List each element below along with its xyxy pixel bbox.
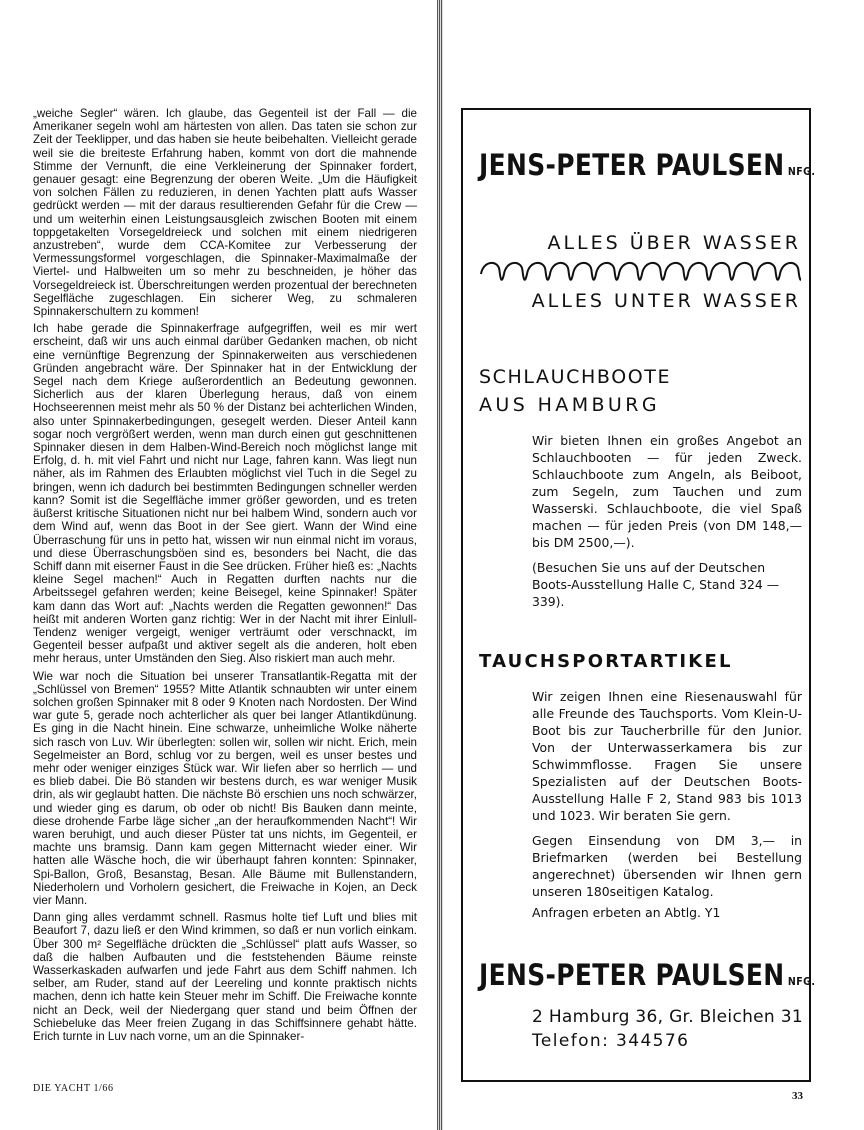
heading-aus-hamburg: AUS HAMBURG xyxy=(479,394,660,416)
brand-name-bottom xyxy=(479,958,816,992)
advertisement xyxy=(461,108,816,1082)
text-schlauchboote: Wir bieten Ihnen ein großes Angebot an Schlauchbooten — für jeden Zweck. Schlauchboote zum Angeln, als Beiboot, zum Segeln, zum Tauchen und zum Wasserski. Schlauchboote, die viel Spaß machen — für jeden Preis (von DM 148,— bis DM 2500,—). xyxy=(532,433,802,550)
page-gutter xyxy=(437,0,443,1130)
text-anfragen: Anfragen erbeten an Abtlg. Y1 xyxy=(532,905,721,920)
article-paragraph-1: „weiche Segler“ wären. Ich glaube, das Gegenteil ist der Fall — die Amerikaner segeln wohl am härtesten von allen. Das taten sie schon zur Zeit der Teeklipper, und das haben sie heute beibehalten. Vielleicht gerade weil sie die breiteste Erfahrung haben, kommt von dort die mahnende Stimme der Vernunft, die eine Verkleinerung der Spinnaker fordert, genauer gesagt: eine Begrenzung der oberen Weite. „Um die Häufigkeit von solchen Fällen zu reduzieren, in denen Yachten platt aufs Wasser gedrückt werden — mit der daraus resultierenden Gefahr für die Crew — und um weiterhin einen Leistungsausgleich zwischen Booten mit einem toppgetakelten Vorsegeldreieck und solchen mit einem niedrigeren anzustreben“, wurde dem CCA-Komitee zur Verbesserung der Vermessungsformel vorgeschlagen, die Spinnaker-Maximalmaße der Viertel- und Halbweiten um so mehr zu beschneiden, je höher das Vorsegeldreieck ist. Überschreitungen werden prozentual der berechneten Segelfläche zugeschlagen. Ein sicherer Weg, zu schmaleren Spinnakerschultern zu kommen! xyxy=(33,107,417,319)
article-paragraph-4: Dann ging alles verdammt schnell. Rasmus holte tief Luft und blies mit Beaufort 7, dazu ließ er den Wind krimmen, so daß er nun vorlich einkam. Über 300 m² Segelfläche drückten die „Schlüssel“ platt aufs Wasser, so daß die halben Aufbauten und die feststehenden Bäume reinste Wasserkaskaden aufwarfen und jede Fahrt aus dem Schiff nahmen. Ich selber, am Ruder, stand auf der Leereling und konnte praktisch nichts machen, denn ich hatte kein Steuer mehr im Schiff. Die Freiwache konnte nicht an Deck, weil der Niedergang quer stand und beim Öffnen der Schiebeluke das Meer freien Zugang in das Schiffsinnere gehabt hätte. Erich turnte in Luv nach vorne, um an die Spinnaker- xyxy=(33,911,417,1044)
brand-name: JENS-PETER PAULSEN xyxy=(479,148,785,182)
brand-suffix: NFG. xyxy=(787,165,816,178)
text-tauchsport: Wir zeigen Ihnen eine Riesenauswahl für alle Freunde des Tauchsports. Vom Klein-U-Boot bis zur Taucherbrille für den Junior. Von der Unterwasserkamera bis zur Schwimmflosse. Fragen Sie unsere Spezialisten auf der Deutschen Boots-Ausstellung Halle F 2, Stand 983 bis 1013 und 1023. Wir beraten Sie gern. xyxy=(532,689,802,823)
heading-schlauchboote: SCHLAUCHBOOTE xyxy=(479,366,672,388)
article-paragraph-3: Wie war noch die Situation bei unserer Transatlantik-Regatta mit der „Schlüssel von Bremen“ 1955? Mitte Atlantik schnaubten wir unter einem solchen großen Spinnaker mit 8 oder 9 Knoten nach Nordosten. Der Wind war gute 5, gerade noch achterlicher als quer bei langer Atlantikdünung. Es ging in die Nacht hinein. Eine schwarze, unheimliche Wolke näherte sich rasch von Luv. Wir überlegten: sollen wir, sollen wir nicht. Erich, mein Segelmeister an Bord, schlug vor zu bergen, weil es unser bestes und mehr oder weniger einziges Stück war. Wir liefen aber so herrlich — und es blieb dabei. Die Bö standen wir bestens durch, es war weniger Musik drin, als wir geglaubt hatten. Die nächste Bö erschien uns noch schwärzer, und wieder ging es darum, ob oder ob nicht! Bis Bauken dann meinte, diese drohende Farbe läge sicher „an der heraufkommenden Nacht“! Wir waren beruhigt, und auch dieser Püster tat uns nichts, im Gegenteil, er machte uns bramsig. Dann kam gegen Mitternacht wieder einer. Wir hatten alle Wäsche hoch, die wir überhaupt fahren konnten: Spinnaker, Spi-Ballon, Groß, Besanstag, Besan. Alle Bäume mit Bullenstandern, Niederholern und Vorholern gesichert, die Freiwache in Kojen, an Deck vier Mann. xyxy=(33,669,417,907)
slogan-under-water: ALLES UNTER WASSER xyxy=(531,290,801,312)
page-number: 33 xyxy=(792,1090,803,1102)
article-column xyxy=(33,107,417,1047)
wave-line-icon xyxy=(479,258,801,286)
phone-number: Telefon: 344576 xyxy=(532,1031,690,1051)
address: 2 Hamburg 36, Gr. Bleichen 31 xyxy=(532,1007,803,1027)
magazine-footer: DIE YACHT 1/66 xyxy=(33,1083,114,1094)
brand-suffix: NFG. xyxy=(787,975,816,988)
article-paragraph-2: Ich habe gerade die Spinnakerfrage aufgegriffen, weil es mir wert erscheint, daß wir uns auch einmal darüber Gedanken machen, ob nicht eine vernünftige Begrenzung der Spinnakerweiten aus verschiedenen Gründen angebracht wäre. Der Spinnaker hat in der Entwicklung der Segel nach dem Kriege außerordentlich an Bedeutung gewonnen. Sicherlich aus der klaren Überlegung heraus, daß von einem Hochseerennen meist mehr als 50 % der Distanz bei achterlichen Winden, also unter Spinnakerbedingungen, gesegelt werden. Dieser Anteil kann sogar noch vergrößert werden, wenn man durch einen gut geschnittenen Spinnaker diesen in dem Halben-Wind-Bereich noch möglichst lange mit Erfolg, d. h. mit viel Fahrt und nicht nur Lage, fahren kann. Was liegt nun näher, als im Rahmen des Erlaubten möglichst viel Tuch in die Segel zu bringen, wenn ich dadurch bei bestimmten Bedingungen schneller werden kann? Somit ist die Segelfläche immer größer geworden, und es treten äußerst kritische Situationen nicht nur bei halbem Wind, sondern auch vor dem Wind auf, wenn das Boot in der See giert. Wann der Wind eine Überraschung für uns in petto hat, wissen wir nun einmal nicht im voraus, und diese Überraschungsböen sind es, besonders bei Nacht, die das Schiff dann mit eiserner Faust in die See drücken. Früher hieß es: „Nachts kleine Segel machen!“ Auch in Regatten durften nachts nur die Arbeitssegel gefahren werden; keine Beisegel, keine Spinnaker! Später kam dann das Wort auf: „Nachts werden die Regatten gewonnen!“ Das heißt mit anderen Worten ganz richtig: Wer in der Nacht mit ihrer Einlull-Tendenz weniger vergeigt, weniger verträumt oder verschnackt, im Gegenteil besser aufpaßt und aktiver segelt als die anderen, holt eben mehr heraus, unter Umständen den Sieg. Also riskiert man auch mehr. xyxy=(33,322,417,666)
text-katalog: Gegen Einsendung von DM 3,— in Briefmarken (werden bei Bestellung angerechnet) übersenden wir Ihnen gern unseren 180seitigen Katalog. xyxy=(532,833,802,899)
text-ausstellung-halle-c: (Besuchen Sie uns auf der Deutschen Boots-Ausstellung Halle C, Stand 324 — 339). xyxy=(532,560,780,609)
slogan-above-water: ALLES ÜBER WASSER xyxy=(547,232,801,254)
heading-tauchsportartikel: TAUCHSPORTARTIKEL xyxy=(479,651,733,672)
brand-name-top xyxy=(479,148,816,182)
brand-name: JENS-PETER PAULSEN xyxy=(479,958,785,992)
